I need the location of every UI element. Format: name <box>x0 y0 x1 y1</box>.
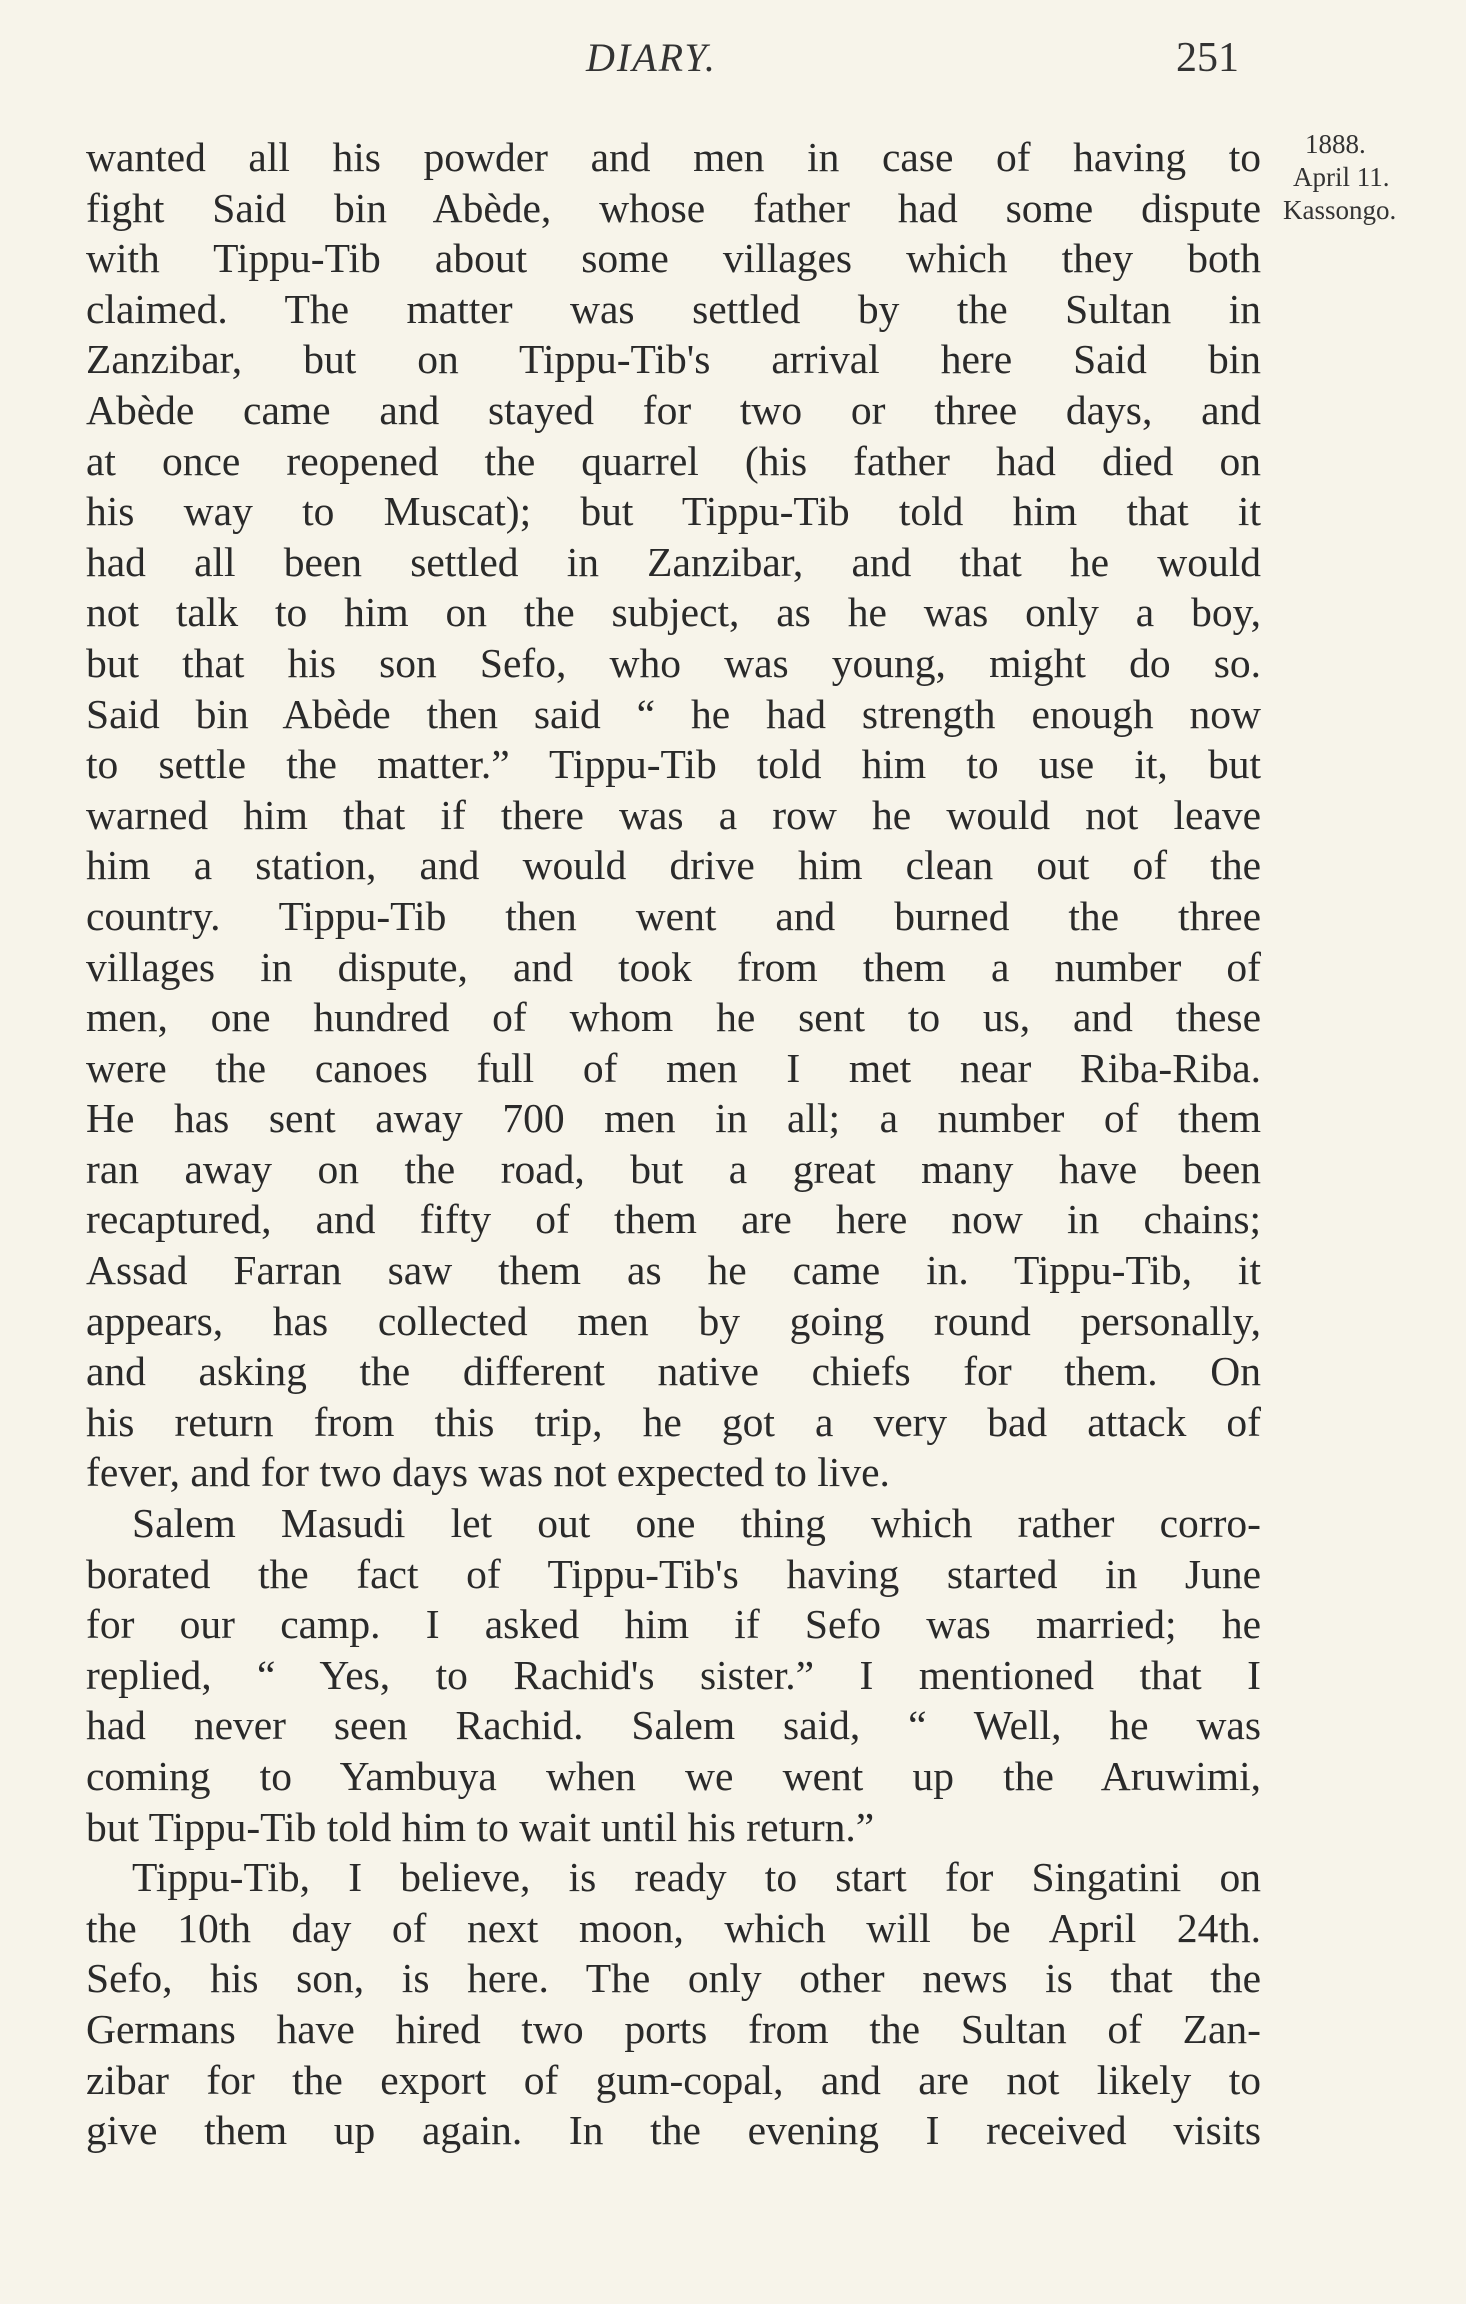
text-line: but that his son Sefo, who was young, might do so. <box>86 639 1261 686</box>
text-line: had never seen Rachid. Salem said, “ Well, he was <box>86 1702 1261 1749</box>
text-line: borated the fact of Tippu-Tib's having started in June <box>86 1550 1261 1597</box>
text-line: his way to Muscat); but Tippu-Tib told him that it <box>86 488 1261 535</box>
text-line: and asking the different native chiefs for them. On <box>86 1348 1261 1395</box>
text-line: Said bin Abède then said “ he had strength enough now <box>86 690 1261 737</box>
text-line: Abède came and stayed for two or three days, and <box>86 386 1261 433</box>
text-line: give them up again. In the evening I received visits <box>86 2107 1261 2154</box>
text-line: wanted all his powder and men in case of having to <box>86 134 1261 180</box>
body-text <box>86 132 1261 2156</box>
text-line: appears, has collected men by going round personally, <box>86 1297 1261 1344</box>
text-line: him a station, and would drive him clean out of the <box>86 842 1261 889</box>
text-line: replied, “ Yes, to Rachid's sister.” I mentioned that I <box>86 1651 1261 1698</box>
text-line: with Tippu-Tib about some villages which they both <box>86 235 1261 282</box>
text-line: coming to Yambuya when we went up the Aruwimi, <box>86 1753 1261 1799</box>
running-title: DIARY. <box>586 35 717 80</box>
text-line: to settle the matter.” Tippu-Tib told him to use it, but <box>86 741 1261 788</box>
text-line: fight Said bin Abède, whose father had some dispute <box>86 184 1261 231</box>
text-line: for our camp. I asked him if Sefo was married; he <box>86 1601 1261 1648</box>
text-line: had all been settled in Zanzibar, and that he would <box>86 538 1261 585</box>
page-number: 251 <box>1176 35 1239 81</box>
margin-date: April 11. <box>1293 162 1390 192</box>
text-line: Tippu-Tib, I believe, is ready to start for Singatini on <box>132 1854 1261 1901</box>
text-line: Sefo, his son, is here. The only other news is that the <box>86 1955 1261 2002</box>
text-line: fever, and for two days was not expected to live. <box>86 1449 890 1496</box>
text-line: country. Tippu-Tib then went and burned the three <box>86 892 1261 939</box>
text-line: Assad Farran saw them as he came in. Tippu-Tib, it <box>86 1247 1261 1294</box>
text-line: recaptured, and fifty of them are here now in chains; <box>86 1196 1261 1243</box>
text-line: ran away on the road, but a great many have been <box>86 1145 1261 1192</box>
text-line: He has sent away 700 men in all; a number of them <box>86 1095 1261 1142</box>
text-line: not talk to him on the subject, as he was only a boy, <box>86 589 1261 636</box>
text-line: Germans have hired two ports from the Sultan of Zan- <box>86 2005 1261 2052</box>
text-line: warned him that if there was a row he would not leave <box>86 791 1261 838</box>
text-line: villages in dispute, and took from them a number of <box>86 943 1261 990</box>
text-line: the 10th day of next moon, which will be April 24th. <box>86 1904 1261 1951</box>
text-line: men, one hundred of whom he sent to us, and these <box>86 994 1261 1041</box>
text-line: zibar for the export of gum-copal, and are not likely to <box>86 2056 1261 2103</box>
text-line: his return from this trip, he got a very bad attack of <box>86 1398 1261 1445</box>
text-line: claimed. The matter was settled by the Sultan in <box>86 285 1261 332</box>
margin-year: 1888. <box>1305 129 1366 159</box>
margin-place: Kassongo. <box>1283 195 1397 225</box>
text-line: Salem Masudi let out one thing which rather corro- <box>132 1500 1261 1547</box>
text-line: Zanzibar, but on Tippu-Tib's arrival here Said bin <box>86 336 1261 383</box>
text-line: at once reopened the quarrel (his father had died on <box>86 437 1261 484</box>
text-line: but Tippu-Tib told him to wait until his return.” <box>86 1803 875 1850</box>
margin-note <box>1283 128 1453 227</box>
text-line: were the canoes full of men I met near Riba-Riba. <box>86 1044 1261 1091</box>
